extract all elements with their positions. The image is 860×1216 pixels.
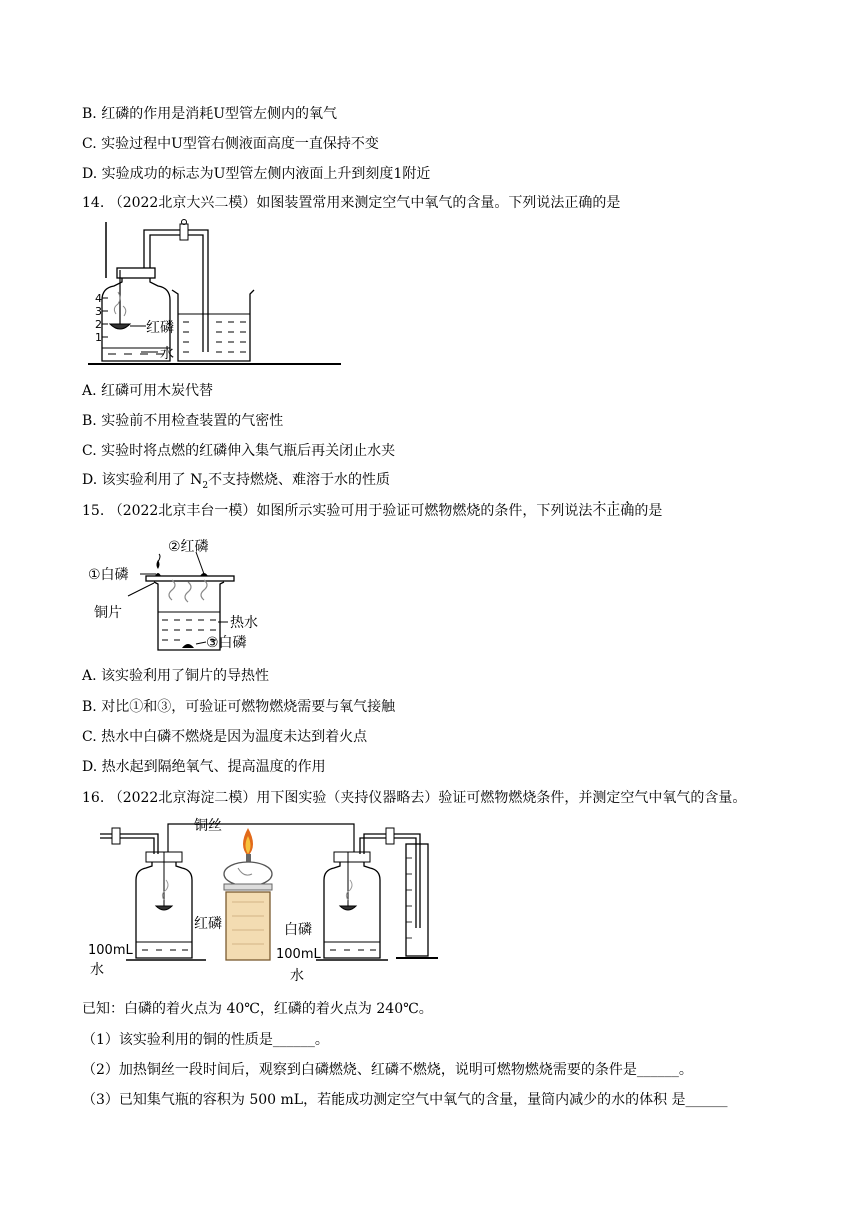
q15-option-a: A. 该实验利用了铜片的导热性 <box>82 668 270 684</box>
q16-label-white: 白磷 <box>284 922 312 938</box>
q16-label-100ml-right: 100mL <box>276 947 321 962</box>
q14-label-water: 水 <box>160 346 174 362</box>
q16-figure <box>86 816 446 991</box>
q16-label-water-left: 水 <box>90 962 104 978</box>
q14-scale-1: 1 <box>95 331 102 344</box>
q15-label-white-1: ①白磷 <box>88 567 129 583</box>
q14-label-red-phosphorus: 红磷 <box>146 320 174 336</box>
q16-part-3: （3）已知集气瓶的容积为 500 mL，若能成功测定空气中氧气的含量，量筒内减少的水的体积 是______ <box>82 1092 728 1108</box>
q14-scale-4: 4 <box>95 292 102 305</box>
q15-label-copper: 铜片 <box>94 605 122 621</box>
q14-option-d: D. 该实验利用了 $N_2$不支持燃烧、难溶于水的性质 <box>82 472 391 491</box>
emphasis-dot-char: 正 <box>606 503 621 519</box>
q16-label-100ml-left: 100mL <box>88 943 133 958</box>
q14-scale-2: 2 <box>95 318 102 331</box>
q16-part-2: （2）加热铜丝一段时间后，观察到白磷燃烧、红磷不燃烧，说明可燃物燃烧需要的条件是______。 <box>82 1062 693 1078</box>
q15-option-d: D. 热水起到隔绝氧气、提高温度的作用 <box>82 759 326 775</box>
q15-option-b: B. 对比①和③，可验证可燃物燃烧需要与氧气接触 <box>82 699 396 715</box>
emphasis-dot-char: 确 <box>620 503 635 519</box>
q13-option-d: D. 实验成功的标志为U型管左侧内液面上升到刻度1附近 <box>82 166 431 182</box>
q16-label-copper-wire: 铜丝 <box>194 818 222 834</box>
q14-option-b: B. 实验前不用检查装置的气密性 <box>82 413 284 429</box>
q16-label-water-right: 水 <box>290 968 304 984</box>
q13-option-c: C. 实验过程中U型管右侧液面高度一直保持不变 <box>82 136 379 152</box>
q14-option-a: A. 红磷可用木炭代替 <box>82 383 214 399</box>
q14-stem: 14. （2022北京大兴二模）如图装置常用来测定空气中氧气的含量。下列说法正确的是 <box>82 195 621 211</box>
q14-figure <box>86 218 346 368</box>
q16-label-red: 红磷 <box>194 916 222 932</box>
q16-known: 已知：白磷的着火点为 40℃，红磷的着火点为 240℃。 <box>82 1001 433 1017</box>
q15-label-white-3: ③白磷 <box>206 635 247 651</box>
q15-figure <box>88 530 258 660</box>
q16-part-1: （1）该实验利用的铜的性质是______。 <box>82 1032 329 1048</box>
q16-stem: 16. （2022北京海淀二模）用下图实验（夹持仪器略去）验证可燃物燃烧条件，并测定空气中氧气的含量。 <box>82 790 747 806</box>
q15-label-hot-water: 热水 <box>230 615 258 631</box>
q14-scale-3: 3 <box>95 305 102 318</box>
q15-option-c: C. 热水中白磷不燃烧是因为温度未达到着火点 <box>82 729 368 745</box>
emphasis-dot-char: 不 <box>592 503 607 519</box>
q14-option-c: C. 实验时将点燃的红磷伸入集气瓶后再关闭止水夹 <box>82 443 396 459</box>
q13-option-b: B. 红磷的作用是消耗U型管左侧内的氧气 <box>82 106 337 122</box>
q15-stem: 15. （2022北京丰台一模）如图所示实验可用于验证可燃物燃烧的条件，下列说法不正确的是 <box>82 503 663 519</box>
q15-label-red-2: ②红磷 <box>168 539 209 555</box>
